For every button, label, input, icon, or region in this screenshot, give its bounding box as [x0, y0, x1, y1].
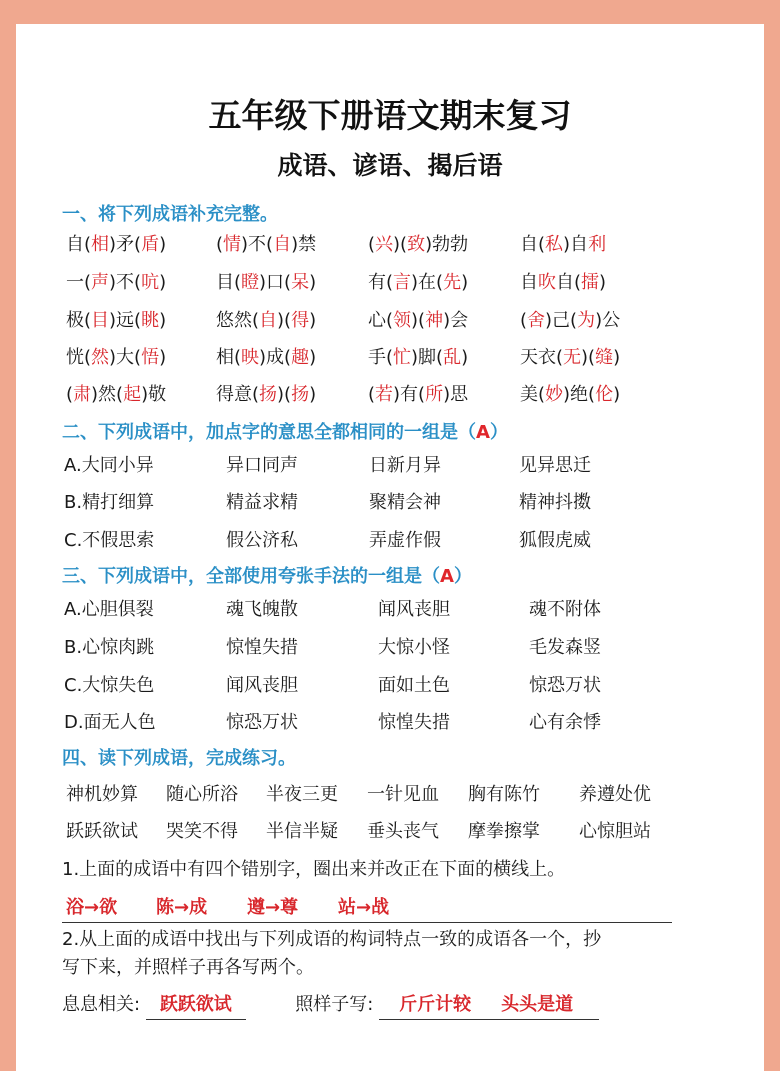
idiom-fill-item: 得意(扬)(扬) — [216, 384, 317, 405]
option-row — [16, 672, 764, 700]
q1-answer-2: 陈→成 — [156, 897, 208, 918]
filled-char: 领 — [393, 310, 412, 331]
idiom-fill-item: 恍(然)大(悟) — [66, 347, 167, 368]
idiom-fill-item: 天衣(无)(缝) — [520, 347, 621, 368]
option-item: 大惊小怪 — [378, 637, 450, 658]
filled-char: 呆 — [291, 272, 310, 293]
filled-char: 眺 — [141, 310, 160, 331]
filled-char: 妙 — [545, 384, 564, 405]
filled-char: 扬 — [291, 384, 310, 405]
filled-char: 为 — [577, 310, 596, 331]
question2-answer-row — [62, 991, 599, 1020]
idiom-fill-item: 心(领)(神)会 — [368, 310, 469, 331]
filled-char: 得 — [291, 310, 310, 331]
idiom-item: 哭笑不得 — [166, 821, 238, 842]
idiom-fill-item: (情)不(自)禁 — [216, 234, 317, 255]
option-row — [16, 596, 764, 624]
option-item: 聚精会神 — [369, 492, 441, 513]
filled-char: 吹 — [538, 272, 556, 293]
option-item: 弄虚作假 — [369, 530, 441, 551]
filled-char: 舍 — [527, 310, 546, 331]
question2-text-line2: 写下来，并照样子再各写两个。 — [62, 957, 314, 978]
filled-char: 擂 — [581, 272, 600, 293]
q1-answer-4: 站→战 — [338, 897, 390, 918]
filled-char: 瞪 — [241, 272, 260, 293]
idiom-fill-row — [16, 344, 764, 372]
idiom-fill-item: 美(妙)绝(伦) — [520, 384, 621, 405]
idiom-row — [16, 781, 764, 809]
idiom-fill-item: (舍)己(为)公 — [520, 310, 621, 331]
section4-heading: 四、读下列成语，完成练习。 — [62, 748, 296, 769]
section2-heading — [62, 418, 508, 444]
idiom-fill-item: (若)有(所)思 — [368, 384, 469, 405]
option-item: A.大同小异 — [64, 455, 154, 476]
filled-char: 忙 — [393, 347, 412, 368]
filled-char: 自 — [273, 234, 292, 255]
idiom-item: 养遵处优 — [579, 784, 651, 805]
section3-answer: A — [440, 566, 454, 587]
idiom-fill-row — [16, 307, 764, 335]
option-item: 日新月异 — [369, 455, 441, 476]
filled-char: 扬 — [259, 384, 278, 405]
section2-heading-close: ） — [489, 422, 508, 443]
option-item: 闻风丧胆 — [378, 599, 450, 620]
idiom-fill-item: 目(瞪)口(呆) — [216, 272, 317, 293]
option-item: 狐假虎威 — [519, 530, 591, 551]
idiom-fill-item: 相(映)成(趣) — [216, 347, 317, 368]
label-xixi: 息息相关: — [62, 994, 141, 1015]
idiom-fill-item: 自吹自(擂) — [520, 272, 607, 293]
section3-heading-text: 三、下列成语中，全部使用夸张手法的一组是（ — [62, 566, 440, 587]
option-item: 面如土色 — [378, 675, 450, 696]
question2-text-line1: 2.从上面的成语中找出与下列成语的构词特点一致的成语各一个，抄 — [62, 929, 602, 950]
idiom-fill-item: 悠然(自)(得) — [216, 310, 317, 331]
filled-char: 若 — [375, 384, 394, 405]
idiom-item: 心惊胆站 — [579, 821, 651, 842]
idiom-fill-row — [16, 381, 764, 409]
idiom-fill-item: 自(私)自利 — [520, 234, 607, 255]
idiom-fill-item: (肃)然(起)敬 — [66, 384, 167, 405]
filled-char: 盾 — [141, 234, 160, 255]
filled-char: 乱 — [443, 347, 462, 368]
option-item: 假公济私 — [226, 530, 298, 551]
filled-char: 神 — [425, 310, 444, 331]
filled-char: 肃 — [73, 384, 92, 405]
idiom-fill-row — [16, 231, 764, 259]
filled-char: 所 — [425, 384, 444, 405]
option-item: B.精打细算 — [64, 492, 155, 513]
section3-heading-close: ） — [453, 566, 472, 587]
answer-b2: 头头是道 — [501, 994, 574, 1015]
section2-heading-text: 二、下列成语中，加点字的意思全都相同的一组是（ — [62, 422, 476, 443]
option-item: 惊恐万状 — [226, 712, 298, 733]
idiom-item: 随心所浴 — [166, 784, 238, 805]
option-row — [16, 489, 764, 517]
idiom-item: 半夜三更 — [266, 784, 338, 805]
filled-char: 声 — [91, 272, 110, 293]
filled-char: 私 — [545, 234, 564, 255]
label-zhaoyangzi: 照样子写: — [295, 994, 374, 1015]
q1-answer-1: 浴→欲 — [66, 897, 118, 918]
section1-heading: 一、将下列成语补充完整。 — [62, 204, 278, 225]
idiom-fill-item: 手(忙)脚(乱) — [368, 347, 469, 368]
filled-char: 悟 — [141, 347, 160, 368]
section3-heading — [62, 562, 472, 588]
filled-char: 言 — [393, 272, 412, 293]
filled-char: 情 — [223, 234, 242, 255]
filled-char: 致 — [407, 234, 426, 255]
option-item: 惊恐万状 — [529, 675, 601, 696]
answer-zhaoyangzi — [379, 991, 599, 1020]
idiom-item: 一针见血 — [367, 784, 439, 805]
idiom-item: 跃跃欲试 — [66, 821, 138, 842]
option-item: 精益求精 — [226, 492, 298, 513]
worksheet-page — [16, 24, 764, 1071]
page-subtitle: 成语、谚语、揭后语 — [277, 151, 503, 180]
filled-char: 然 — [91, 347, 110, 368]
idiom-item: 垂头丧气 — [367, 821, 439, 842]
option-item: 毛发森竖 — [529, 637, 601, 658]
filled-char: 伦 — [595, 384, 614, 405]
option-item: 异口同声 — [226, 455, 298, 476]
question1-text: 1.上面的成语中有四个错别字，圈出来并改正在下面的横线上。 — [62, 859, 566, 880]
filled-char: 趣 — [291, 347, 310, 368]
option-row — [16, 709, 764, 737]
option-item: 心有余悸 — [529, 712, 601, 733]
option-item: 魂不附体 — [529, 599, 601, 620]
option-row — [16, 634, 764, 662]
filled-char: 兴 — [375, 234, 394, 255]
idiom-item: 神机妙算 — [66, 784, 138, 805]
option-item: 惊惶失措 — [378, 712, 450, 733]
idiom-row — [16, 818, 764, 846]
page-title: 五年级下册语文期末复习 — [208, 96, 572, 135]
idiom-fill-item: 有(言)在(先) — [368, 272, 469, 293]
option-item: 惊惶失措 — [226, 637, 298, 658]
idiom-fill-item: 极(目)远(眺) — [66, 310, 167, 331]
idiom-fill-item: (兴)(致)勃勃 — [368, 234, 469, 255]
option-item: 见异思迁 — [519, 455, 591, 476]
option-item: 闻风丧胆 — [226, 675, 298, 696]
option-item: 精神抖擞 — [519, 492, 591, 513]
filled-char: 吭 — [141, 272, 160, 293]
filled-char: 起 — [123, 384, 142, 405]
idiom-item: 半信半疑 — [266, 821, 338, 842]
option-item: C.不假思索 — [64, 530, 155, 551]
option-item: 魂飞魄散 — [226, 599, 298, 620]
option-item: A.心胆俱裂 — [64, 599, 154, 620]
filled-char: 无 — [563, 347, 582, 368]
idiom-fill-item: 一(声)不(吭) — [66, 272, 167, 293]
filled-char: 映 — [241, 347, 260, 368]
option-item: D.面无人色 — [64, 712, 156, 733]
filled-char: 目 — [91, 310, 110, 331]
idiom-item: 摩拳擦掌 — [468, 821, 540, 842]
q1-answer-3: 遵→尊 — [247, 897, 299, 918]
idiom-item: 胸有陈竹 — [468, 784, 540, 805]
question1-answer-line — [62, 894, 672, 923]
section2-answer: A — [476, 422, 490, 443]
option-item: B.心惊肉跳 — [64, 637, 155, 658]
idiom-fill-item: 自(相)矛(盾) — [66, 234, 167, 255]
filled-char: 先 — [443, 272, 462, 293]
filled-char: 相 — [91, 234, 110, 255]
option-row — [16, 527, 764, 555]
answer-b1: 斤斤计较 — [399, 994, 472, 1015]
option-row — [16, 452, 764, 480]
idiom-fill-row — [16, 269, 764, 297]
filled-char: 利 — [588, 234, 607, 255]
filled-char: 自 — [259, 310, 278, 331]
option-item: C.大惊失色 — [64, 675, 155, 696]
filled-char: 缝 — [595, 347, 614, 368]
answer-xixi: 跃跃欲试 — [146, 991, 246, 1020]
